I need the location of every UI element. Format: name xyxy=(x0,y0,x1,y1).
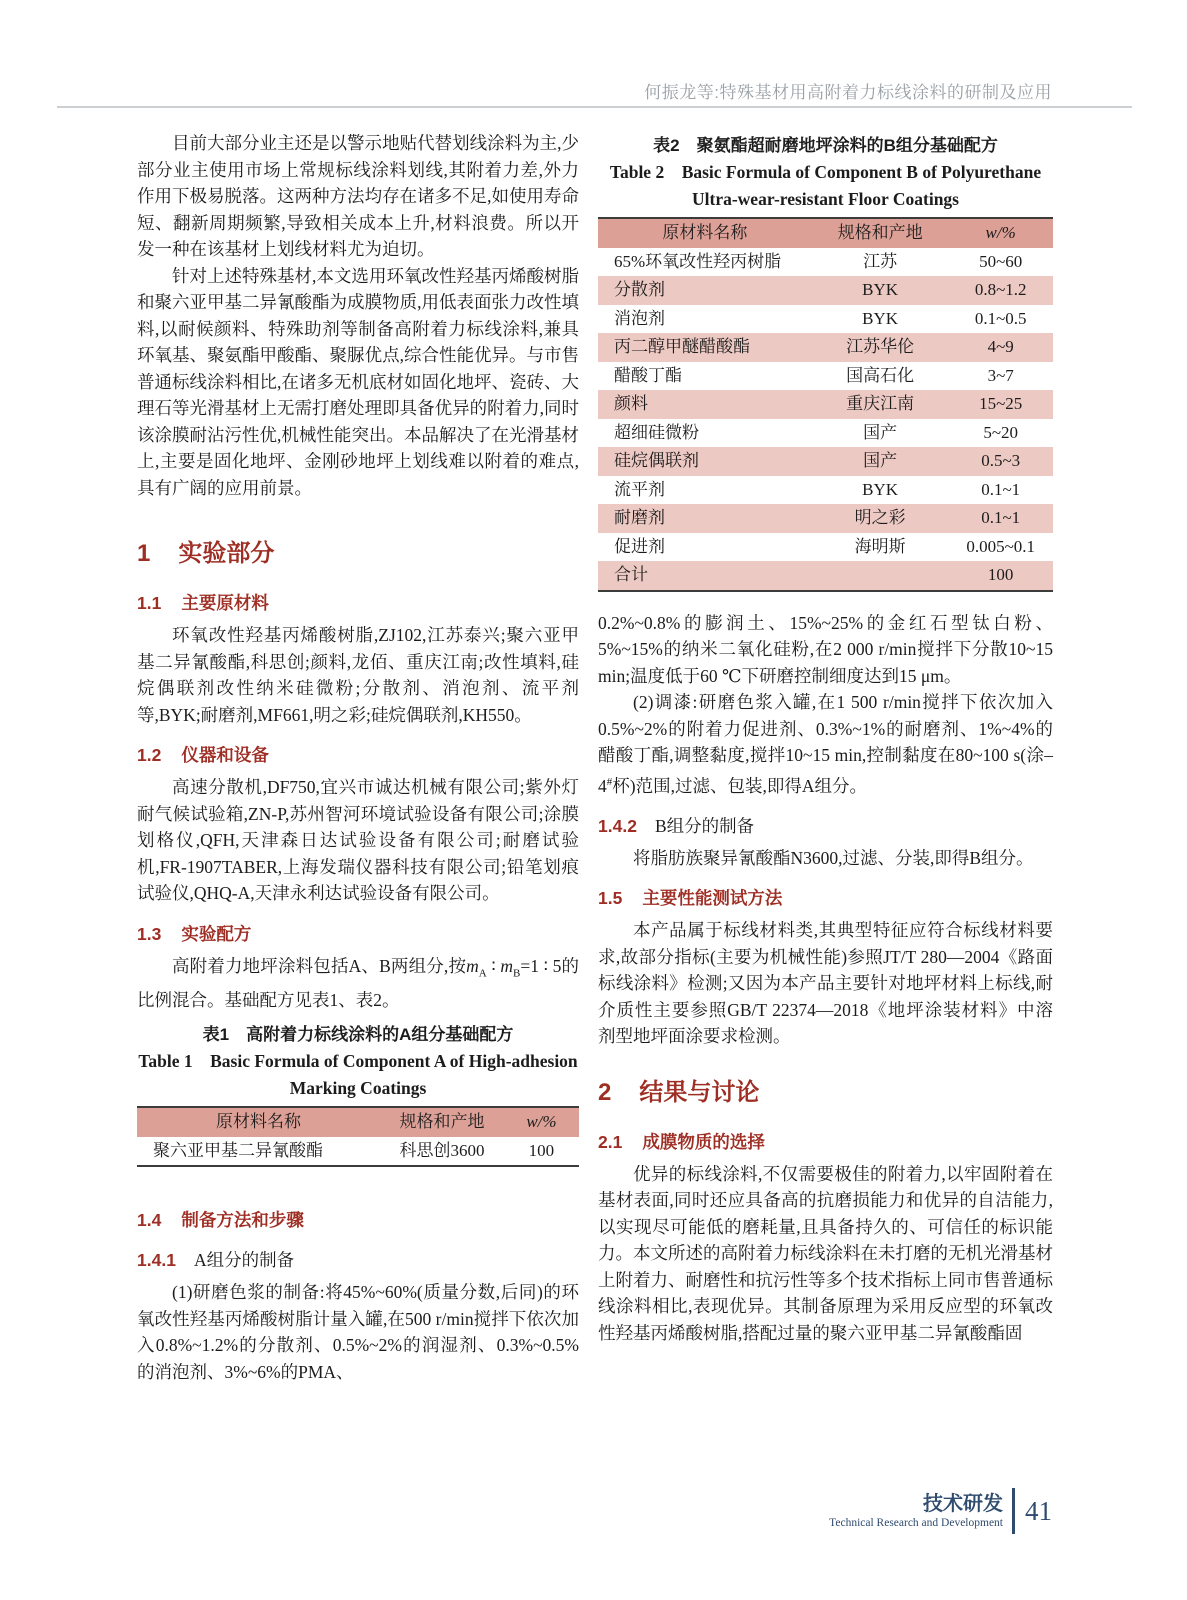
column-header-spec: 规格和产地 xyxy=(837,223,923,242)
paragraph-film-former: 优异的标线涂料,不仅需要极佳的附着力,以牢固附着在基材表面,同时还应具备高的抗磨损能力和优异的自洁能力,以实现尽可能低的磨耗量,且具备持久的、可信任的标识能力。本文所述的高附着力标线涂料在未打磨的无机光滑基材上附着力、耐磨性和抗污性等多个技术指标上同市售普通标线涂料相比,表现优异。其制备原理为采用反应型的环氧改性羟基丙烯酸树脂,搭配过量的聚六亚甲基二异氰酸酯固 xyxy=(598,1163,1053,1343)
header-rule xyxy=(57,106,1132,108)
table2-component-b xyxy=(598,217,1053,592)
column-header-weight: w/% xyxy=(985,223,1016,242)
paragraph-instruments: 高速分散机,DF750,宜兴市诚达机械有限公司;紫外灯耐气候试验箱,ZN-P,苏州智河环境试验设备有限公司;涂膜划格仪,QFH,天津森日达试验设备有限公司;耐磨试验机,FR-1907TABER,上海发瑞仪器科技有限公司;铅笔划痕试验仪,QHQ-A,天津永利达试验设备有限公司。 xyxy=(137,777,579,903)
column-header-material: 原材料名称 xyxy=(216,1112,302,1131)
section-number: 1 xyxy=(137,540,151,567)
table-cell: 消泡剂 xyxy=(614,308,665,328)
section-number: 1.2 xyxy=(137,745,162,765)
superscript-hash: # xyxy=(606,775,613,788)
table-cell: 0.8~1.2 xyxy=(974,280,1027,299)
table-row xyxy=(137,1137,579,1167)
section-title: 主要原材料 xyxy=(181,593,269,613)
footer-section-label xyxy=(829,1492,1003,1531)
table-cell: 3~7 xyxy=(987,365,1014,385)
table-cell: 硅烷偶联剂 xyxy=(614,451,699,470)
table-cell: 50~60 xyxy=(979,251,1023,271)
paragraph-preparation-b: 将脂肪族聚异氰酸酯N3600,过滤、分装,即得B组分。 xyxy=(633,847,1034,868)
section-number: 1.4.2 xyxy=(598,815,637,836)
table-cell: 15~25 xyxy=(979,394,1023,413)
table-row xyxy=(598,504,1053,533)
table-cell: 颜料 xyxy=(614,394,648,413)
paragraph-intro-2: 针对上述特殊基材,本文选用环氧改性羟基丙烯酸树脂和聚六亚甲基二异氰酸酯为成膜物质,用低表面张力改性填料,以耐候颜料、特殊助剂等制备高附着力标线涂料,兼具环氧基、聚氨酯甲酸酯、聚脲优点,综合性能优异。与市售普通标线涂料相比,在诸多无机底材如固化地坪、瓷砖、大理石等光滑基材上无需打磨处理即具备优异的附着力,同时该涂膜耐沾污性优,机械性能突出。本品解决了在光滑基材上,主要是固化地坪、金刚砂地坪上划线难以附着的难点,具有广阔的应用前景。 xyxy=(137,265,579,498)
table-cell: 100 xyxy=(987,565,1014,584)
formula-colon: ∶ xyxy=(486,955,501,976)
column-header-material: 原材料名称 xyxy=(662,223,748,242)
page-footer xyxy=(829,1488,1052,1534)
section-heading-2-1 xyxy=(598,1129,1053,1155)
table-row xyxy=(598,362,1053,391)
table-row xyxy=(598,561,1053,591)
table-cell: 5~20 xyxy=(983,422,1019,442)
section-title: 结果与讨论 xyxy=(639,1078,760,1106)
section-title: 成膜物质的选择 xyxy=(642,1131,765,1152)
table-cell: 0.1~1 xyxy=(981,508,1021,527)
table2-caption-zh: 表2 聚氨酯超耐磨地坪涂料的B组分基础配方 xyxy=(653,136,998,155)
table-row xyxy=(598,333,1053,362)
section-title: 主要性能测试方法 xyxy=(642,888,783,909)
table-cell: 4~9 xyxy=(987,337,1014,356)
section-heading-2 xyxy=(598,1076,1053,1109)
table-row xyxy=(598,419,1053,448)
table-cell: 江苏华伦 xyxy=(846,337,915,356)
table-row xyxy=(598,276,1053,305)
table1-component-a xyxy=(137,1106,579,1167)
section-heading-1-5 xyxy=(598,885,1053,911)
section-number: 1.1 xyxy=(137,593,162,613)
table-cell: 合计 xyxy=(614,565,648,584)
table-cell: 100 xyxy=(528,1140,555,1160)
table-cell: 醋酸丁酯 xyxy=(614,365,682,385)
paragraph-preparation-a: (1)研磨色浆的制备:将45%~60%(质量分数,后同)的环氧改性羟基丙烯酸树脂计量入罐,在500 r/min搅拌下依次加入0.8%~1.2%的分散剂、0.5%~2%的润湿剂、0.3%~0.5%的消泡剂、3%~6%的PMA、 xyxy=(137,1282,579,1382)
table-row xyxy=(598,476,1053,505)
table-cell: 超细硅微粉 xyxy=(614,422,699,442)
section-heading-1-2 xyxy=(137,742,579,768)
paragraph-materials: 环氧改性羟基丙烯酸树脂,ZJ102,江苏泰兴;聚六亚甲基二异氰酸酯,科思创;颜料,龙佰、重庆江南;改性填料,硅烷偶联剂改性纳米硅微粉;分散剂、消泡剂、流平剂等,BYK;耐磨剂,MF661,明之彩;硅烷偶联剂,KH550。 xyxy=(137,625,579,725)
table-row xyxy=(598,248,1053,277)
table-cell: 海明斯 xyxy=(854,536,906,556)
table-cell: 江苏 xyxy=(863,251,898,271)
section-number: 1.5 xyxy=(598,888,623,909)
formula-variable: m xyxy=(500,955,513,976)
paragraph-text: 杯)范围,过滤、包装,即得A组分。 xyxy=(612,775,867,796)
left-column xyxy=(137,130,579,1385)
table-cell: 分散剂 xyxy=(614,280,665,299)
table-cell: 流平剂 xyxy=(614,479,665,499)
section-number: 2.1 xyxy=(598,1131,623,1152)
table1-caption-en: Table 1 Basic Formula of Component A of High-adhesion Marking Coatings xyxy=(138,1051,578,1098)
formula-text: 1 ∶ 5的比例混合。基础配方见表1、表2。 xyxy=(137,955,579,1010)
section-heading-1-4-2 xyxy=(598,813,1053,839)
table-cell: 国产 xyxy=(863,451,898,470)
footer-section-en: Technical Research and Development xyxy=(829,1516,1003,1529)
paragraph-test-methods: 本产品属于标线材料类,其典型特征应符合标线材料要求,故部分指标(主要为机械性能)参照JT/T 280—2004《路面标线涂料》检测;又因为本产品主要针对地坪材料上标线,耐介质性主要参照GB/T 22374—2018《地坪涂装材料》中溶剂型地坪面涂要求检测。 xyxy=(598,920,1053,1047)
section-heading-1-3 xyxy=(137,921,579,947)
formula-variable: m xyxy=(466,955,479,976)
formula-subscript: A xyxy=(478,967,487,979)
table-cell: 明之彩 xyxy=(854,508,906,527)
table-cell: 0.1~0.5 xyxy=(974,308,1027,328)
section-title: 仪器和设备 xyxy=(181,745,269,765)
table-cell: BYK xyxy=(862,479,899,499)
table-cell: 耐磨剂 xyxy=(614,508,665,527)
section-title: A组分的制备 xyxy=(193,1250,295,1270)
section-number: 1.4.1 xyxy=(137,1250,176,1270)
table-cell: 国高石化 xyxy=(846,365,915,385)
section-heading-1-4-1 xyxy=(137,1247,579,1273)
table-cell: 聚六亚甲基二异氰酸酯 xyxy=(153,1140,323,1160)
table-row xyxy=(598,305,1053,334)
table-cell: 0.005~0.1 xyxy=(966,536,1036,556)
page-number: 41 xyxy=(1025,1496,1052,1526)
table-cell: BYK xyxy=(862,280,899,299)
formula-subscript: B xyxy=(512,967,521,979)
table-cell xyxy=(812,561,949,591)
formula-text: 高附着力地坪涂料包括A、B两组分,按 xyxy=(172,955,467,976)
column-header-weight: w/% xyxy=(526,1112,557,1131)
table-cell: 0.1~1 xyxy=(981,479,1021,499)
paragraph-text: (2)调漆:研磨色浆入罐,在1 500 r/min搅拌下依次加入0.5%~2%的附着力促进剂、0.3%~1%的耐磨剂、1%~4%的醋酸丁酯,调整黏度,搅拌10~15 min,控制黏度在80~100 s(涂–4 xyxy=(598,692,1053,796)
table-row xyxy=(598,533,1053,562)
table-row xyxy=(598,447,1053,476)
right-column xyxy=(598,130,1053,1346)
section-title: B组分的制备 xyxy=(654,815,755,836)
section-heading-1-1 xyxy=(137,590,579,616)
table2-caption-en: Table 2 Basic Formula of Component B of Polyurethane Ultra-wear-resistant Floor Coatings xyxy=(609,162,1042,209)
section-heading-1 xyxy=(137,537,579,570)
table-header-row xyxy=(137,1107,579,1137)
formula-equals: = xyxy=(520,955,531,976)
section-heading-1-4 xyxy=(137,1207,579,1233)
table-row xyxy=(598,390,1053,419)
column-header-spec: 规格和产地 xyxy=(399,1112,485,1131)
paragraph-preparation-a-cont: 0.2%~0.8%的膨润土、15%~25%的金红石型钛白粉、5%~15%的纳米二氧化硅粉,在2 000 r/min搅拌下分散10~15 min;温度低于60 ℃下研磨控制细度达到15 μm。 xyxy=(598,612,1053,686)
section-number: 1.4 xyxy=(137,1210,162,1230)
table-cell: 重庆江南 xyxy=(846,394,915,413)
paragraph-formula-ratio xyxy=(137,953,579,1014)
table-cell: 国产 xyxy=(863,422,898,442)
footer-section-zh: 技术研发 xyxy=(923,1492,1003,1515)
section-number: 2 xyxy=(598,1078,612,1106)
section-title: 实验部分 xyxy=(178,540,275,567)
footer-divider-bar xyxy=(1012,1488,1015,1534)
table-cell: BYK xyxy=(862,308,899,328)
table-cell: 科思创3600 xyxy=(399,1140,485,1160)
paragraph-intro-1: 目前大部分业主还是以警示地贴代替划线涂料为主,少部分业主使用市场上常规标线涂料划线,其附着力差,外力作用下极易脱落。这两种方法均存在诸多不足,如使用寿命短、翻新周期频繁,导致相关成本上升,材料浪费。所以开发一种在该基材上划线材料尤为迫切。 xyxy=(137,133,579,259)
paragraph-paint-mixing xyxy=(598,689,1053,799)
table-cell: 65%环氧改性羟丙树脂 xyxy=(614,251,782,271)
section-number: 1.3 xyxy=(137,923,162,944)
section-title: 实验配方 xyxy=(181,923,252,944)
section-title: 制备方法和步骤 xyxy=(181,1210,304,1230)
table1-caption-zh: 表1 高附着力标线涂料的A组分基础配方 xyxy=(202,1025,514,1044)
table-header-row xyxy=(598,218,1053,248)
running-head-title: 何振龙等:特殊基材用高附着力标线涂料的研制及应用 xyxy=(644,83,1052,102)
table-cell: 促进剂 xyxy=(614,536,665,556)
table-cell: 0.5~3 xyxy=(981,451,1021,470)
table-cell: 丙二醇甲醚醋酸酯 xyxy=(614,337,750,356)
